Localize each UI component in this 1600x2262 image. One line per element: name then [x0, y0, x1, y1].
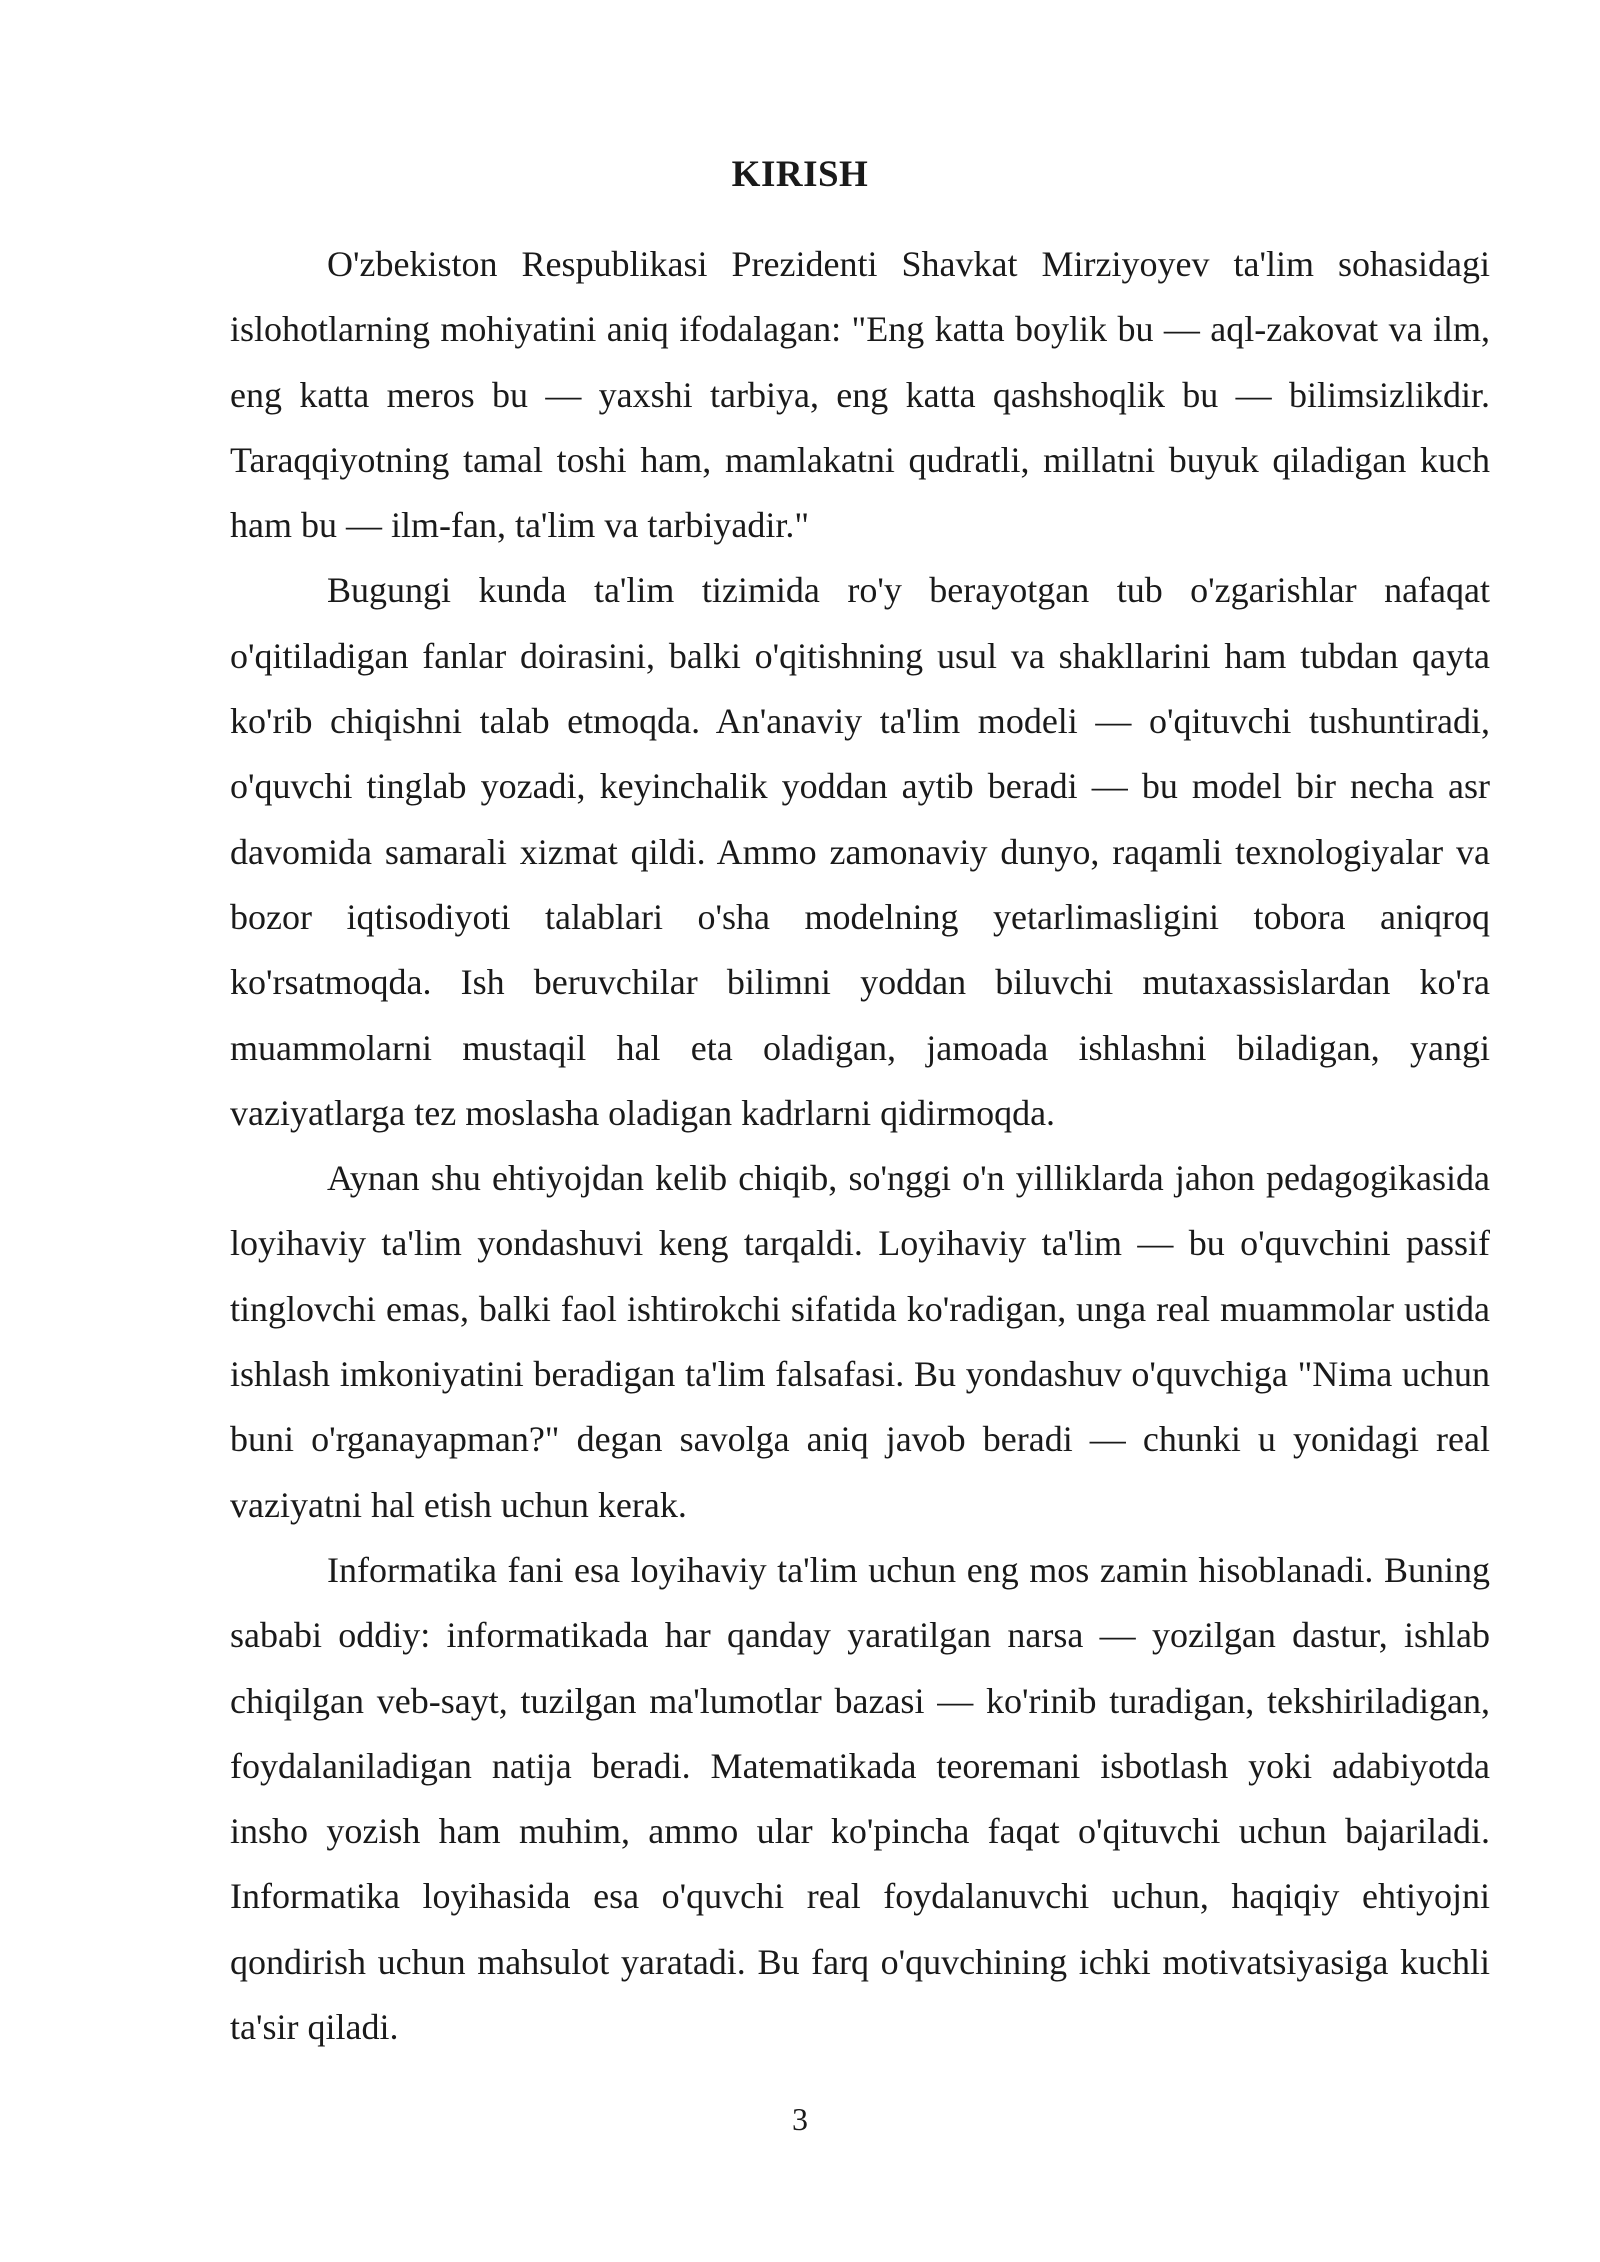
paragraph-presidential-quote: O'zbekiston Respublikasi Prezidenti Shavkat Mirziyoyev ta'lim sohasidagi islohotlarning mohiyatini aniq ifodalagan: "Eng katta boylik bu — aql-zakovat va ilm, eng katta meros bu — yaxshi tarbiya, eng katta qashshoqlik bu — bilimsizlikdir. Taraqqiyotning tamal toshi ham, mamlakatni qudratli, millatni buyuk qiladigan kuch ham bu — ilm-fan, ta'lim va tarbiyadir.": [230, 244, 1490, 546]
page-number: 3: [792, 2101, 808, 2137]
paragraph-informatics: Informatika fani esa loyihaviy ta'lim uchun eng mos zamin hisoblanadi. Buning sababi oddiy: informatikada har qanday yaratilgan narsa — yozilgan dastur, ishlab chiqilgan veb-sayt, tuzilgan ma'lumotlar bazasi — ko'rinib turadigan, tekshiriladigan, foydalaniladigan natija beradi. Matematikada teoremani isbotlash yoki adabiyotda insho yozish ham muhim, ammo ular ko'pincha faqat o'qituvchi uchun bajariladi. Informatika loyihasida esa o'quvchi real foydalanuvchi uchun, haqiqiy ehtiyojni qondirish uchun mahsulot yaratadi. Bu farq o'quvchining ichki motivatsiyasiga kuchli ta'sir qiladi.: [230, 1549, 1490, 2048]
paragraph-project-based-learning: Aynan shu ehtiyojdan kelib chiqib, so'nggi o'n yilliklarda jahon pedagogikasida loyihaviy ta'lim yondashuvi keng tarqaldi. Loyihaviy ta'lim — bu o'quvchini passif tinglovchi emas, balki faol ishtirokchi sifatida ko'radigan, unga real muammolar ustida ishlash imkoniyatini beradigan ta'lim falsafasi. Bu yondashuv o'quvchiga "Nima uchun buni o'rganayapman?" degan savolga aniq javob beradi — chunki u yonidagi real vaziyatni hal etish uchun kerak.: [230, 1158, 1490, 1525]
paragraph-education-reform: Bugungi kunda ta'lim tizimida ro'y berayotgan tub o'zgarishlar nafaqat o'qitiladigan fanlar doirasini, balki o'qitishning usul va shakllarini ham tubdan qayta ko'rib chiqishni talab etmoqda. An'anaviy ta'lim modeli — o'qituvchi tushuntiradi, o'quvchi tinglab yozadi, keyinchalik yoddan aytib beradi — bu model bir necha asr davomida samarali xizmat qildi. Ammo zamonaviy dunyo, raqamli texnologiyalar va bozor iqtisodiyoti talablari o'sha modelning yetarlimasligini tobora aniqroq ko'rsatmoqda. Ish beruvchilar bilimni yoddan biluvchi mutaxassislardan ko'ra muammolarni mustaqil hal eta oladigan, jamoada ishlashni biladigan, yangi vaziyatlarga tez moslasha oladigan kadrlarni qidirmoqda.: [230, 570, 1490, 1133]
body-text: [230, 232, 1490, 2060]
page-title: KIRISH: [731, 154, 869, 195]
